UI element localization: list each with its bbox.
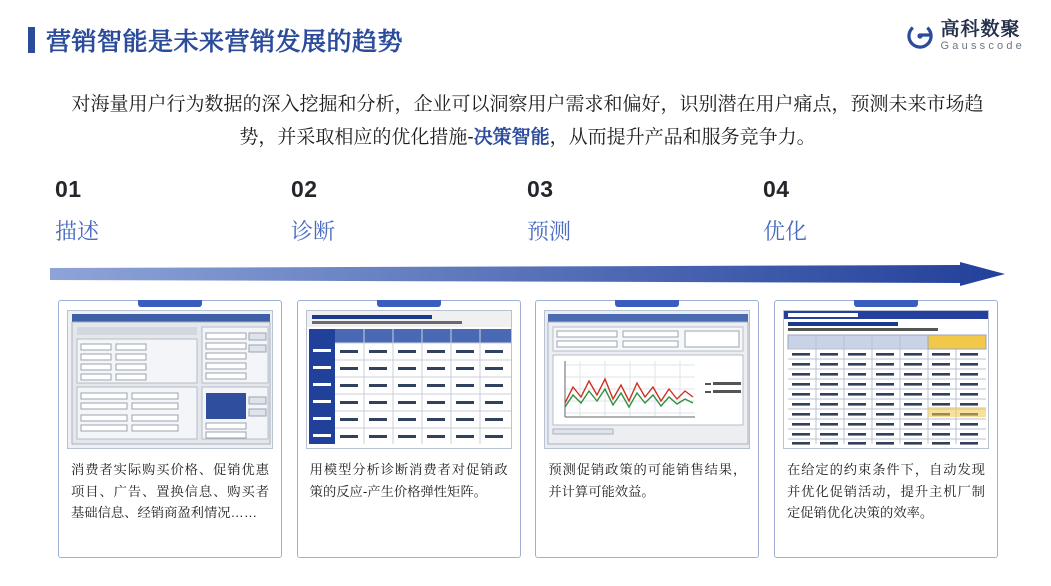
- step-number: 02: [291, 176, 318, 202]
- card-caption: 预测促销政策的可能销售结果，并计算可能效益。: [548, 462, 747, 499]
- step-label: 预测: [527, 219, 572, 244]
- card-diagnose[interactable]: [297, 300, 521, 558]
- card-top-tab: [615, 300, 679, 307]
- card-caption: 在给定的约束条件下，自动发现并优化促销活动，提升主机厂制定促销优化决策的效率。: [786, 462, 985, 521]
- thumbnail-line-chart-screenshot: [544, 310, 750, 449]
- progress-arrow: [50, 262, 1005, 286]
- step-item-04: [763, 176, 993, 246]
- logo-cn-name: 高科数聚: [940, 19, 1021, 40]
- card-top-tab: [854, 300, 918, 307]
- step-number-row: [55, 176, 1000, 246]
- step-item-02: [291, 176, 521, 246]
- step-item-03: [527, 176, 757, 246]
- card-row: [58, 300, 998, 558]
- step-number: 03: [527, 176, 554, 202]
- thumbnail-optimal-rebate-table-screenshot: [783, 310, 989, 449]
- brand-logo: [907, 20, 1025, 52]
- step-label: 优化: [763, 219, 808, 244]
- card-describe[interactable]: [58, 300, 282, 558]
- card-caption: 消费者实际购买价格、促销优惠项目、广告、置换信息、购买者基础信息、经销商盈利情况……: [71, 462, 269, 521]
- logo-en-name: Gausscode: [940, 39, 1025, 52]
- header: [28, 22, 403, 58]
- thumbnail-data-table-screenshot: [306, 310, 512, 449]
- card-top-tab: [377, 300, 441, 307]
- intro-highlight: 决策智能: [473, 127, 550, 149]
- step-label: 诊断: [291, 219, 336, 244]
- gausscode-g-icon: [907, 23, 933, 49]
- intro-text-part1: 对海量用户行为数据的深入挖掘和分析，企业可以洞察用户需求和偏好，识别潜在用户痛点，预测未来市场趋势，并采取相应的优化措施-: [71, 94, 984, 149]
- step-number: 04: [763, 176, 790, 202]
- intro-text-part2: ，从而提升产品和服务竞争力。: [549, 127, 816, 149]
- thumbnail-form-dialog-screenshot: [67, 310, 273, 449]
- step-number: 01: [55, 176, 82, 202]
- step-label: 描述: [55, 219, 100, 244]
- card-top-tab: [138, 300, 202, 307]
- card-predict[interactable]: [535, 300, 759, 558]
- card-caption: 用模型分析诊断消费者对促销政策的反应-产生价格弹性矩阵。: [309, 462, 508, 499]
- intro-paragraph: [55, 88, 1000, 155]
- page-title: 营销智能是未来营销发展的趋势: [46, 28, 404, 56]
- card-optimize[interactable]: [774, 300, 998, 558]
- step-item-01: [55, 176, 285, 246]
- arrow-graphic: [50, 262, 1005, 286]
- logo-text: [941, 20, 1025, 52]
- title-accent-bar: [28, 27, 35, 53]
